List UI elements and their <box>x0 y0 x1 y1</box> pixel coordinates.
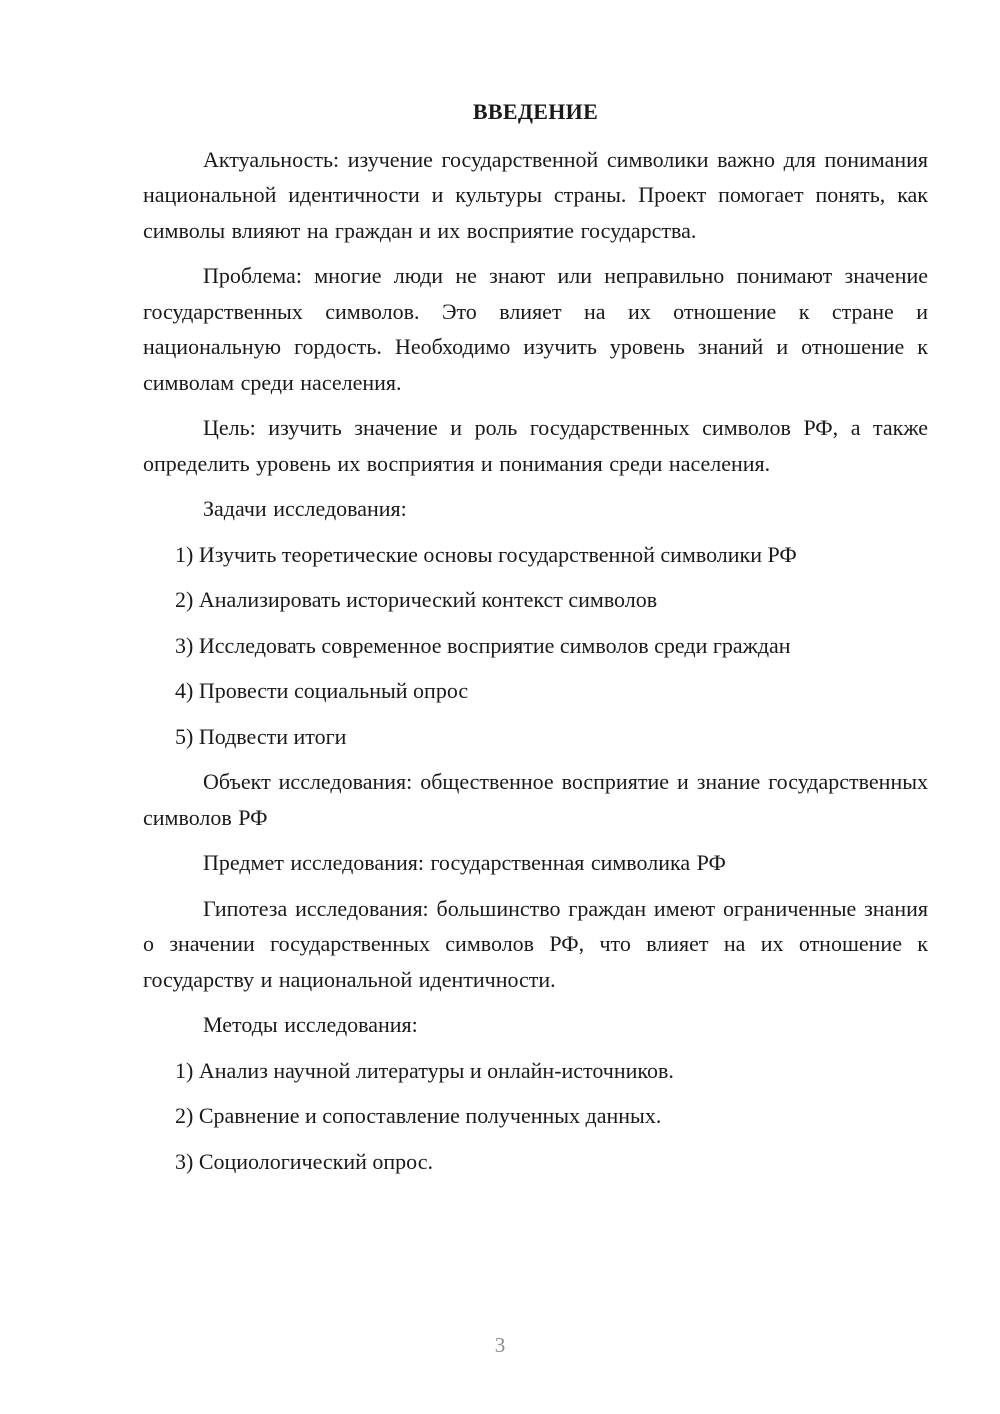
method-item: 3) Социологический опрос. <box>175 1148 433 1174</box>
methods-heading: Методы исследования: <box>203 1012 418 1037</box>
task-item: 3) Исследовать современное восприятие символов среди граждан <box>175 632 791 658</box>
hypothesis-paragraph: Гипотеза исследования: большинство граждан имеют ограниченные знания о значении государственных символов РФ, что влияет на их отношение к государству и национальной идентичности. <box>143 895 928 992</box>
page-content <box>143 94 928 1179</box>
tasks-heading: Задачи исследования: <box>203 496 407 521</box>
task-item: 5) Подвести итоги <box>175 723 347 749</box>
subject-paragraph: Предмет исследования: государственная символика РФ <box>203 850 726 875</box>
problem-paragraph: Проблема: многие люди не знают или неправильно понимают значение государственных символов. Это влияет на их отношение к стране и национальную гордость. Необходимо изучить уровень знаний и отношение к символам среди населения. <box>143 263 928 395</box>
goal-paragraph: Цель: изучить значение и роль государственных символов РФ, а также определить уровень их восприятия и понимания среди населения. <box>143 415 928 476</box>
method-item: 1) Анализ научной литературы и онлайн-источников. <box>175 1057 674 1083</box>
task-item: 1) Изучить теоретические основы государственной символики РФ <box>175 541 797 567</box>
object-paragraph: Объект исследования: общественное восприятие и знание государственных символов РФ <box>143 769 928 830</box>
section-title: ВВЕДЕНИЕ <box>472 99 599 124</box>
page-number: 3 <box>494 1333 506 1357</box>
task-item: 4) Провести социальный опрос <box>175 678 469 703</box>
relevance-paragraph: Актуальность: изучение государственной символики важно для понимания национальной идентичности и культуры страны. Проект помогает понять, как символы влияют на граждан и их восприятие государства. <box>143 146 928 243</box>
method-item: 2) Сравнение и сопоставление полученных данных. <box>175 1103 662 1128</box>
task-item: 2) Анализировать исторический контекст символов <box>175 587 658 612</box>
